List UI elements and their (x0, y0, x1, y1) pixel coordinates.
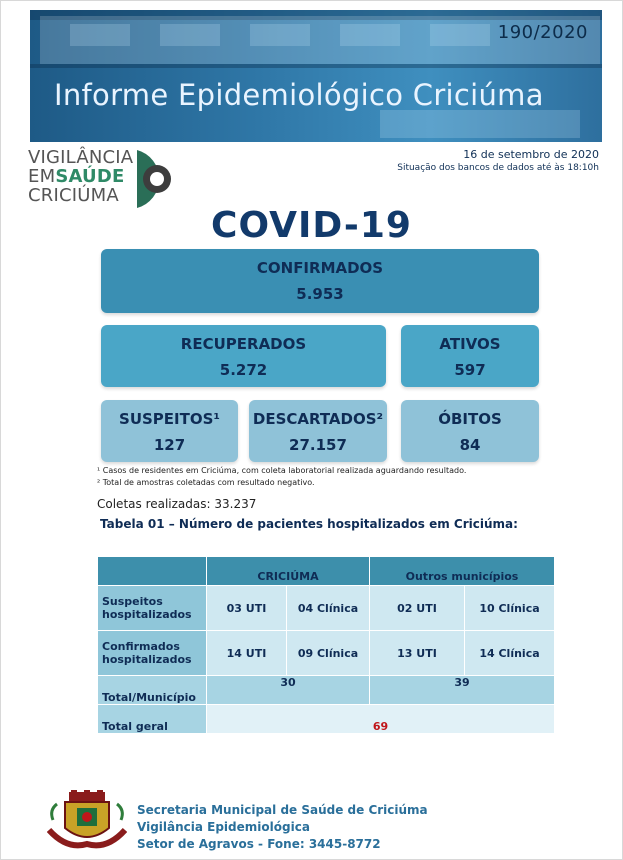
table-header-row (98, 557, 555, 586)
contact-line-1: Secretaria Municipal de Saúde de Criciúma (137, 803, 428, 817)
vigilancia-logo (28, 148, 178, 210)
confirmados-value: 5.953 (296, 285, 344, 303)
col-outros: Outros municípios (370, 557, 555, 586)
banner-stripe (30, 64, 602, 68)
total-municipio-label: Total/Município (98, 676, 207, 705)
table-cell: 03 UTI (207, 586, 287, 631)
table-cell: 04 Clínica (287, 586, 370, 631)
contact-line-2: Vigilância Epidemiológica (137, 820, 310, 834)
page-title: Informe Epidemiológico Criciúma (54, 78, 544, 112)
building-window (380, 110, 580, 138)
total-municipio-row (98, 676, 555, 705)
col-criciuma: CRICIÚMA (207, 557, 370, 586)
row-label: Confirmados hospitalizados (98, 631, 207, 676)
report-status: Situação dos bancos de dados até às 18:10h (397, 163, 599, 173)
descartados-label: DESCARTADOS² (252, 410, 384, 428)
suspeitos-label: SUSPEITOS¹ (119, 410, 220, 428)
coletas-text: Coletas realizadas: 33.237 (97, 497, 257, 511)
table-cell: 10 Clínica (465, 586, 555, 631)
table-cell: 13 UTI (370, 631, 465, 676)
recuperados-card (101, 325, 386, 387)
logo-line-1: VIGILÂNCIA (28, 147, 134, 168)
logo-line-2a: EM (28, 166, 56, 187)
ativos-label: ATIVOS (439, 335, 501, 353)
report-date: 16 de setembro de 2020 (463, 148, 599, 161)
suspeitos-card (101, 400, 238, 462)
building-window (160, 24, 220, 46)
logo-line-2b: SAÚDE (55, 166, 125, 187)
total-outros: 39 (370, 676, 555, 705)
confirmados-label: CONFIRMADOS (256, 259, 384, 277)
recuperados-label: RECUPERADOS (180, 335, 307, 353)
ativos-card (401, 325, 539, 387)
suspeitos-value: 127 (153, 436, 186, 454)
table-caption: Tabela 01 – Número de pacientes hospitalizados em Criciúma: (100, 517, 518, 531)
footnote-2: ² Total de amostras coletadas com resultado negativo. (97, 478, 315, 487)
logo-mark-icon (135, 148, 181, 210)
building-window (430, 24, 490, 46)
confirmados-card (101, 249, 539, 313)
table-row (98, 586, 555, 631)
obitos-card (401, 400, 539, 462)
building-window (70, 24, 130, 46)
building-window (340, 24, 400, 46)
total-criciuma: 30 (207, 676, 370, 705)
brasao-icon (47, 790, 127, 852)
table-cell: 14 UTI (207, 631, 287, 676)
header-banner (30, 10, 602, 142)
table-row (98, 631, 555, 676)
table-cell: 02 UTI (370, 586, 465, 631)
logo-text (28, 148, 133, 205)
total-geral-value: 69 (207, 705, 555, 734)
contact-block (137, 802, 428, 853)
row-label: Suspeitos hospitalizados (98, 586, 207, 631)
table-cell: 14 Clínica (465, 631, 555, 676)
descartados-card (249, 400, 387, 462)
total-geral-label: Total geral (98, 705, 207, 734)
hospitalizados-table (97, 556, 555, 734)
covid-title: COVID-19 (211, 205, 412, 246)
recuperados-value: 5.272 (219, 361, 268, 379)
footnote-1: ¹ Casos de residentes em Criciúma, com coleta laboratorial realizada aguardando resultado. (97, 466, 467, 475)
report-date-block (397, 148, 599, 173)
logo-line-2 (28, 167, 133, 186)
contact-line-3: Setor de Agravos - Fone: 3445-8772 (137, 837, 381, 851)
building-window (250, 24, 310, 46)
ativos-value: 597 (454, 361, 486, 379)
total-geral-row (98, 705, 555, 734)
table-cell: 09 Clínica (287, 631, 370, 676)
table-header-blank (98, 557, 207, 586)
logo-line-3: CRICIÚMA (28, 185, 119, 206)
obitos-label: ÓBITOS (438, 410, 502, 428)
obitos-value: 84 (459, 436, 481, 454)
issue-number: 190/2020 (497, 22, 588, 43)
descartados-value: 27.157 (289, 436, 347, 454)
